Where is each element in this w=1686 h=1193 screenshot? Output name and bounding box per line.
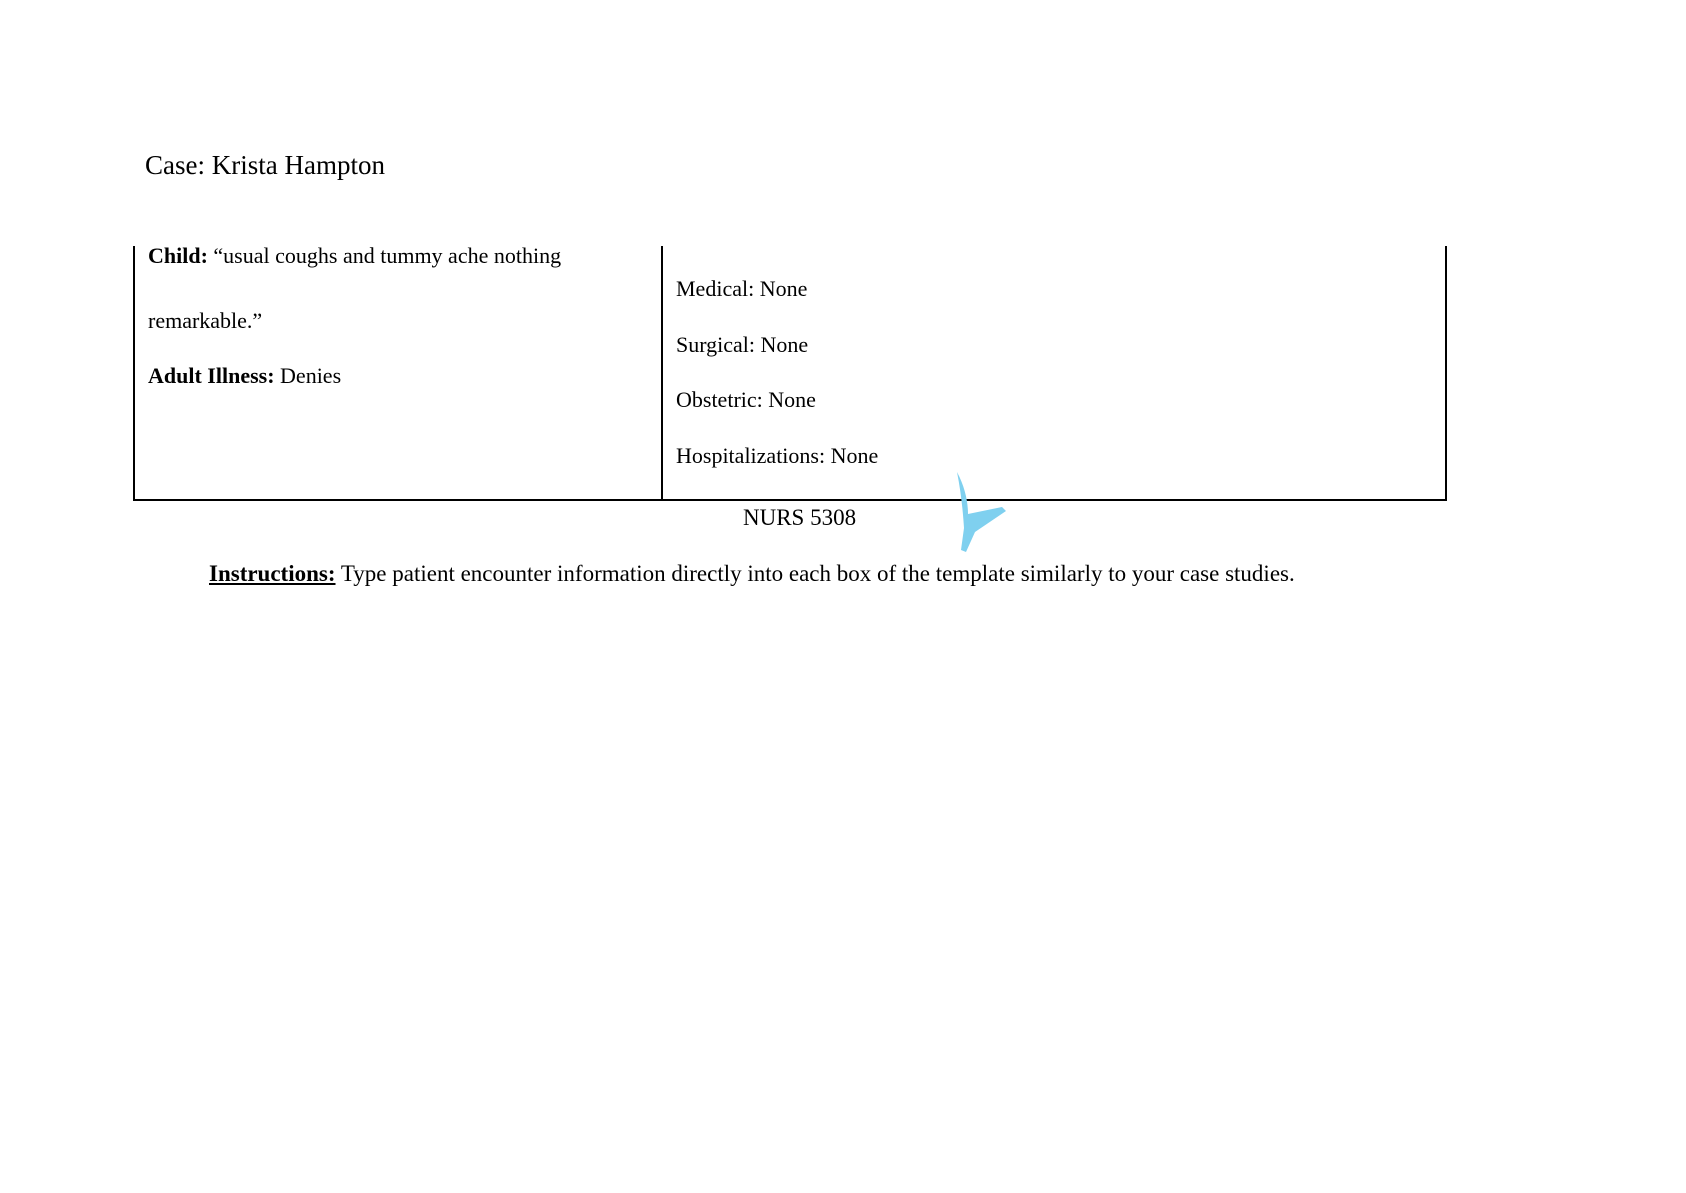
adult-illness-line	[148, 363, 341, 389]
child-history-continuation: remarkable.”	[148, 308, 263, 333]
instructions	[209, 561, 1295, 587]
child-history-text: “usual coughs and tummy ache nothing	[213, 243, 562, 268]
surgical-history: Surgical: None	[676, 332, 809, 357]
instructions-label: Instructions:	[209, 561, 336, 586]
adult-illness-text: Denies	[280, 363, 342, 388]
cell-divider	[661, 246, 663, 499]
case-title: Case: Krista Hampton	[145, 150, 385, 180]
cursor-mark-icon	[955, 472, 1007, 554]
child-label: Child:	[148, 243, 208, 268]
medical-history: Medical: None	[676, 276, 808, 301]
cursor-mark-shape	[957, 472, 1006, 552]
history-table	[133, 243, 1447, 501]
adult-illness-label: Adult Illness:	[148, 363, 275, 388]
instructions-text: Type patient encounter information directly into each box of the template similarly to your case studies.	[335, 561, 1295, 586]
course-code: NURS 5308	[743, 505, 857, 530]
hospitalizations-history: Hospitalizations: None	[676, 443, 879, 468]
child-history-line	[148, 243, 561, 269]
obstetric-history: Obstetric: None	[676, 387, 816, 412]
